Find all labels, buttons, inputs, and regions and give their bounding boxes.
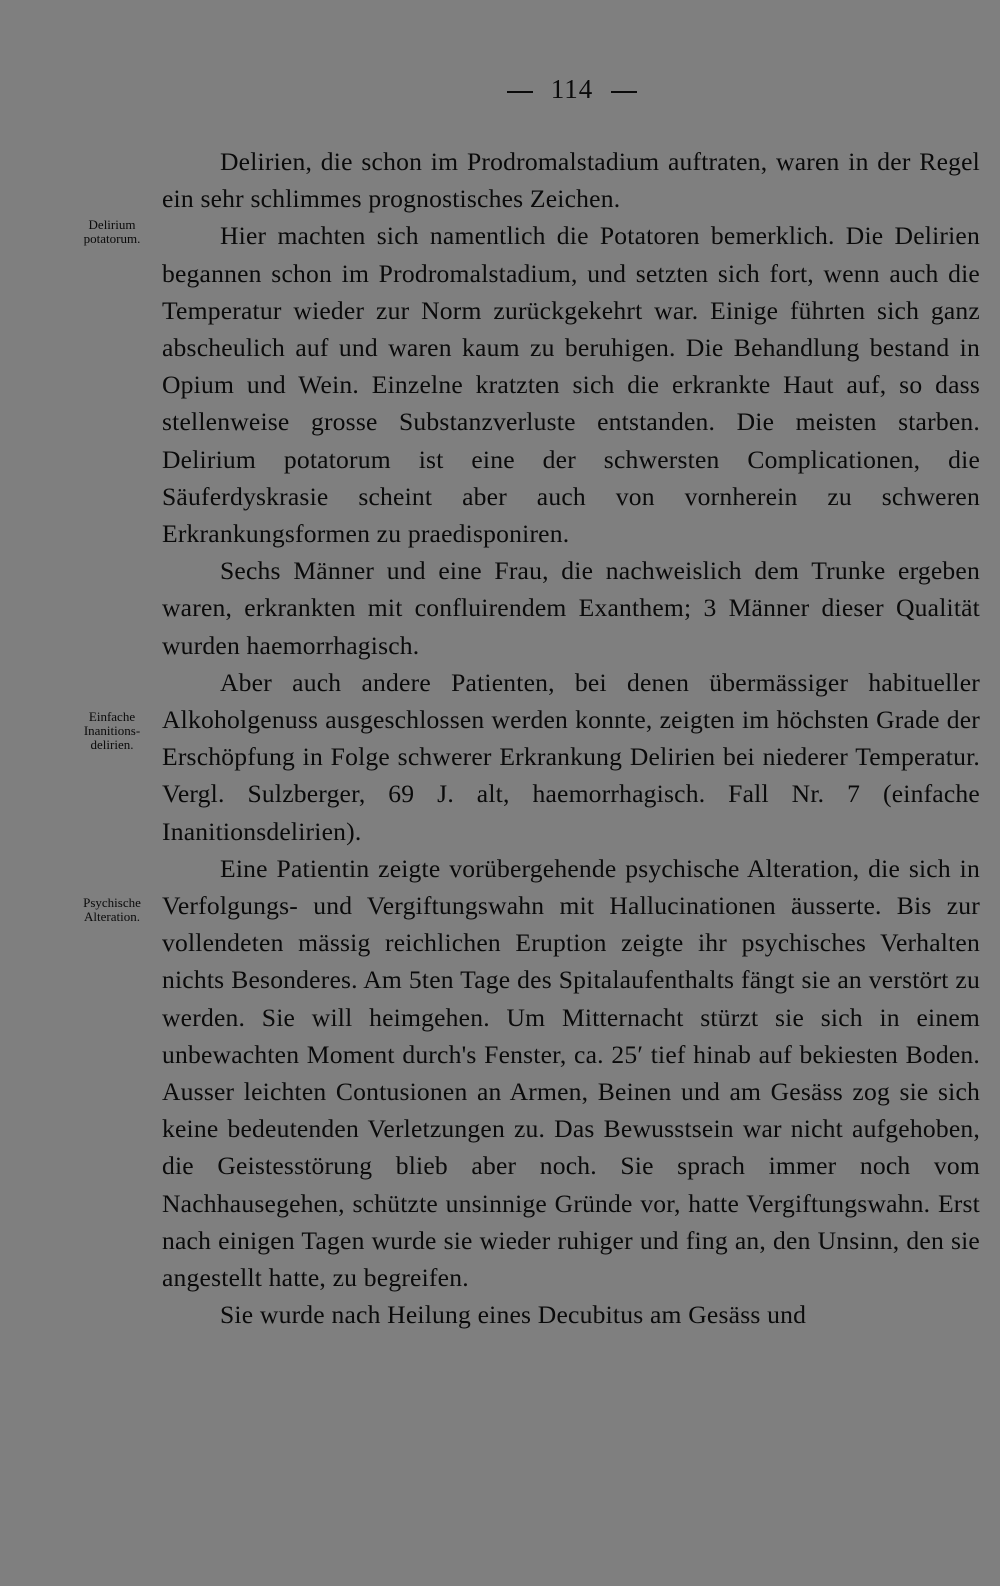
marginal-note-line: Delirium (88, 217, 136, 232)
marginal-note-line: delirien. (90, 737, 134, 752)
body-text (162, 143, 980, 1334)
page-number-dash-left (507, 91, 533, 93)
paragraph: Aber auch andere Patienten, bei denen übermässiger habitueller Alkoholgenuss ausgeschlossen werden konnte, zeigten im höchsten Grade der Erschöpfung in Folge schwerer Erkrankung Delirien bei niederer Temperatur. Vergl. Sulzberger, 69 J. alt, haemorrhagisch. Fall Nr. 7 (einfache Inanitionsdelirien). (162, 667, 980, 846)
marginal-note-inanition (64, 710, 160, 752)
paragraph: Delirien, die schon im Prodromalstadium auftraten, waren in der Regel ein sehr schlimmes prognostisches Zeichen. (162, 147, 980, 214)
marginal-note-line: Alteration. (84, 909, 140, 924)
page-number-dash-right (611, 91, 637, 93)
paragraph: Sie wurde nach Heilung eines Decubitus am Gesäss und (220, 1300, 807, 1330)
marginal-note-psychic (64, 896, 160, 924)
paragraph: Sechs Männer und eine Frau, die nachweislich dem Trunke ergeben waren, erkrankten mit confluirendem Exanthem; 3 Männer dieser Qualität wurden haemorrhagisch. (162, 556, 980, 660)
marginal-note-line: Einfache (88, 709, 136, 724)
paragraph: Hier machten sich namentlich die Potatoren bemerklich. Die Delirien begannen schon im Prodromalstadium, und setzten sich fort, wenn auch die Temperatur wieder zur Norm zurückgekehrt war. Einige führten sich ganz abscheulich auf und waren kaum zu beruhigen. Die Behandlung bestand in Opium und Wein. Einzelne kratzten sich die erkrankte Haut auf, so dass stellenweise grosse Substanzverluste entstanden. Die meisten starben. Delirium potatorum ist eine der schwersten Complicationen, die Säuferdyskrasie scheint aber auch von vornherein zu schweren Erkrankungsformen zu praedisponiren. (162, 221, 980, 549)
marginal-note-line: Inanitions- (83, 723, 141, 738)
page-number-value: 114 (550, 74, 594, 104)
marginal-note-delirium (64, 218, 160, 246)
marginal-note-line: potatorum. (83, 231, 141, 246)
page-number (72, 74, 1000, 105)
paragraph: Eine Patientin zeigte vorübergehende psychische Alteration, die sich in Verfolgungs- und Vergiftungswahn mit Hallucinationen äusserte. Bis zur vollendeten mässig reichlichen Eruption zeigte ihr psychisches Verhalten nichts Besonderes. Am 5ten Tage des Spitalaufenthalts fängt sie an verstört zu werden. Sie will heimgehen. Um Mitternacht stürzt sie sich in einem unbewachten Moment durch's Fenster, ca. 25′ tief hinab auf bekiesten Boden. Ausser leichten Contusionen an Armen, Beinen und am Gesäss zog sie sich keine bedeutenden Verletzungen zu. Das Bewusstsein war nicht aufgehoben, die Geistesstörung blieb aber noch. Sie sprach immer noch vom Nachhausegehen, schützte unsinnige Gründe vor, hatte Vergiftungswahn. Erst nach einigen Tagen wurde sie wieder ruhiger und fing an, den Unsinn, den sie angestellt hatte, zu begreifen. (162, 853, 980, 1293)
marginal-note-line: Psychische (83, 895, 141, 910)
